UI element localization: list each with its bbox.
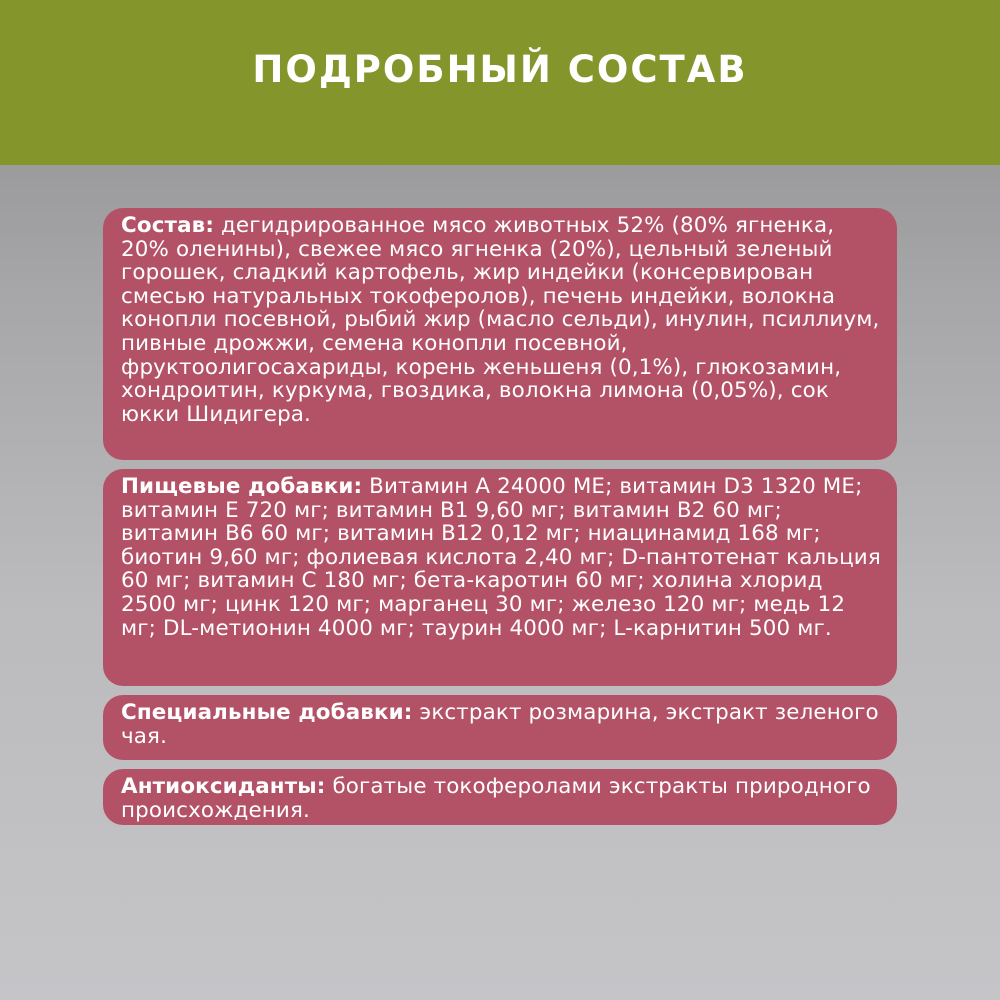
section-text: экстракт розмарина, экстракт зеленого чая. (121, 700, 879, 749)
section-antioxidants (103, 769, 897, 825)
page-title: ПОДРОБНЫЙ СОСТАВ (252, 48, 748, 91)
section-label: Антиоксиданты: (121, 774, 326, 799)
section-text: богатые токоферолами экстракты природного происхождения. (121, 774, 871, 823)
section-food-additives (103, 469, 897, 686)
header-banner (0, 0, 1000, 165)
section-label: Специальные добавки: (121, 700, 413, 725)
section-text: Витамин А 24000 МЕ; витамин D3 1320 МЕ; витамин Е 720 мг; витамин В1 9,60 мг; витамин В2 60 мг; витамин В6 60 мг; витамин В12 0,12 мг; ниацинамид 168 мг; биотин 9,60 мг; фолиевая кислота 2,40 мг; D-пантотенат кальция 60 мг; витамин С 180 мг; бета-каротин 60 мг; холина хлорид 2500 мг; цинк 120 мг; марганец 30 мг; железо 120 мг; медь 12 мг; DL-метионин 4000 мг; таурин 4000 мг; L-карнитин 500 мг. (121, 474, 881, 641)
section-composition (103, 208, 897, 460)
section-special-additives (103, 695, 897, 760)
section-label: Пищевые добавки: (121, 474, 363, 499)
section-label: Состав: (121, 213, 215, 238)
section-text: дегидрированное мясо животных 52% (80% ягненка, 20% оленины), свежее мясо ягненка (20%), цельный зеленый горошек, сладкий картофель, жир индейки (консервирован смесью натуральных токоферолов), печень индейки, волокна конопли посевной, рыбий жир (масло сельди), инулин, псиллиум, пивные дрожжи, семена конопли посевной, фруктоолигосахариды, корень женьшеня (0,1%), глюкозамин, хондроитин, куркума, гвоздика, волокна лимона (0,05%), сок юкки Шидигера. (121, 213, 880, 427)
